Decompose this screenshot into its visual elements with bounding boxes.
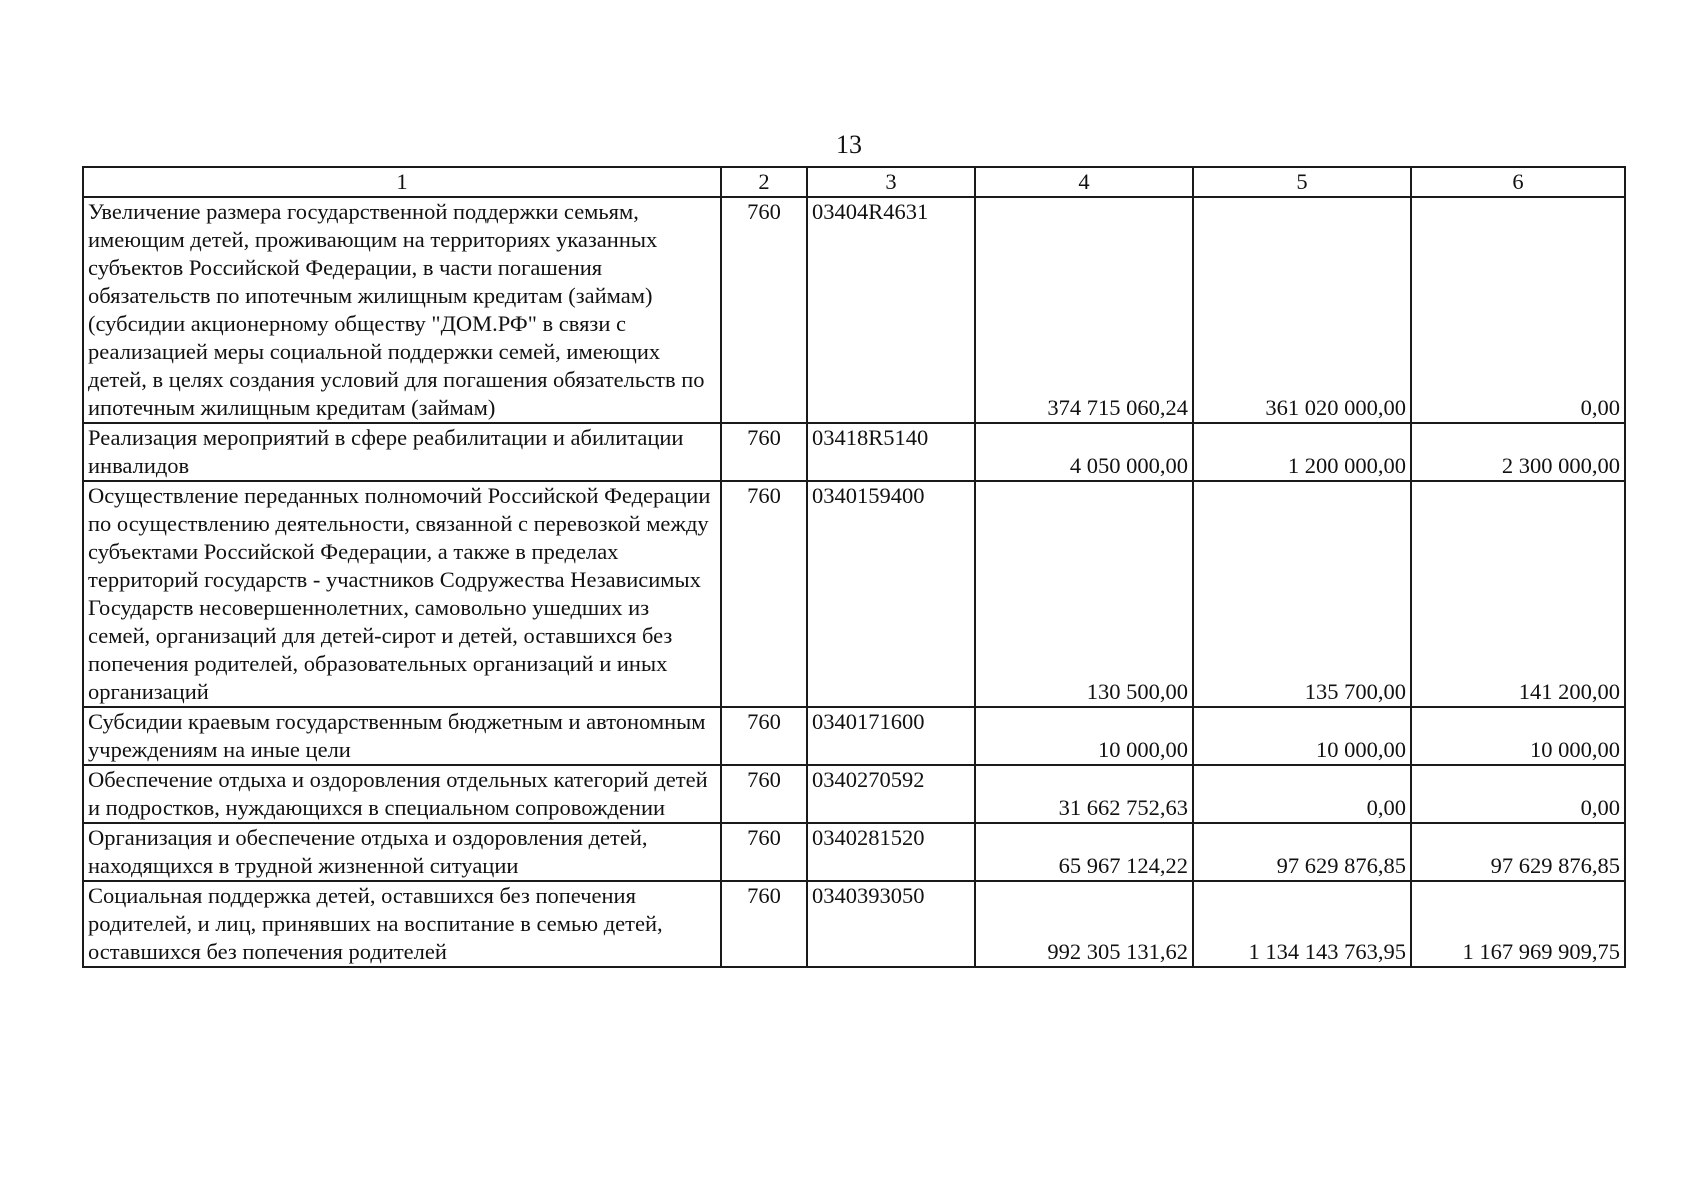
row-description: Субсидии краевым государственным бюджетным и автономным учреждениям на иные цели — [83, 707, 721, 765]
column-header-3: 3 — [807, 167, 975, 197]
row-value-col5: 10 000,00 — [1193, 707, 1411, 765]
row-description: Социальная поддержка детей, оставшихся без попечения родителей, и лиц, принявших на воспитание в семью детей, оставшихся без попечения родителей — [83, 881, 721, 967]
row-target-article: 0340270592 — [807, 765, 975, 823]
row-value-col4: 10 000,00 — [975, 707, 1193, 765]
row-value-col5: 135 700,00 — [1193, 481, 1411, 707]
row-code: 760 — [721, 423, 807, 481]
column-header-1: 1 — [83, 167, 721, 197]
row-value-col6: 10 000,00 — [1411, 707, 1625, 765]
row-value-col4: 992 305 131,62 — [975, 881, 1193, 967]
row-target-article: 0340281520 — [807, 823, 975, 881]
table-row — [83, 765, 1625, 823]
row-value-col6: 1 167 969 909,75 — [1411, 881, 1625, 967]
row-value-col6: 141 200,00 — [1411, 481, 1625, 707]
row-code: 760 — [721, 197, 807, 423]
row-value-col6: 2 300 000,00 — [1411, 423, 1625, 481]
row-target-article: 03404R4631 — [807, 197, 975, 423]
row-value-col5: 97 629 876,85 — [1193, 823, 1411, 881]
row-code: 760 — [721, 707, 807, 765]
row-code: 760 — [721, 765, 807, 823]
page-number: 13 — [836, 130, 862, 159]
row-description: Осуществление переданных полномочий Российской Федерации по осуществлению деятельности, связанной с перевозкой между субъектами Российской Федерации, а также в пределах территорий государств - участников Содружества Независимых Государств несовершеннолетних, самовольно ушедших из семей, организаций для детей-сирот и детей, оставшихся без попечения родителей, образовательных организаций и иных организаций — [83, 481, 721, 707]
row-value-col4: 31 662 752,63 — [975, 765, 1193, 823]
table-header-row — [83, 167, 1625, 197]
row-value-col4: 374 715 060,24 — [975, 197, 1193, 423]
row-description: Организация и обеспечение отдыха и оздоровления детей, находящихся в трудной жизненной ситуации — [83, 823, 721, 881]
row-code: 760 — [721, 823, 807, 881]
row-target-article: 0340159400 — [807, 481, 975, 707]
row-value-col5: 1 200 000,00 — [1193, 423, 1411, 481]
row-value-col6: 97 629 876,85 — [1411, 823, 1625, 881]
column-header-2: 2 — [721, 167, 807, 197]
row-value-col6: 0,00 — [1411, 765, 1625, 823]
table-row — [83, 481, 1625, 707]
row-value-col4: 130 500,00 — [975, 481, 1193, 707]
table-row — [83, 823, 1625, 881]
row-value-col5: 1 134 143 763,95 — [1193, 881, 1411, 967]
row-value-col5: 0,00 — [1193, 765, 1411, 823]
table-row — [83, 423, 1625, 481]
row-target-article: 0340171600 — [807, 707, 975, 765]
row-target-article: 0340393050 — [807, 881, 975, 967]
row-description: Реализация мероприятий в сфере реабилитации и абилитации инвалидов — [83, 423, 721, 481]
row-target-article: 03418R5140 — [807, 423, 975, 481]
column-header-6: 6 — [1411, 167, 1625, 197]
table-row — [83, 707, 1625, 765]
row-code: 760 — [721, 481, 807, 707]
row-code: 760 — [721, 881, 807, 967]
budget-table — [82, 166, 1626, 968]
row-description: Обеспечение отдыха и оздоровления отдельных категорий детей и подростков, нуждающихся в специальном сопровождении — [83, 765, 721, 823]
column-header-5: 5 — [1193, 167, 1411, 197]
table-row — [83, 881, 1625, 967]
row-value-col4: 65 967 124,22 — [975, 823, 1193, 881]
row-description: Увеличение размера государственной поддержки семьям, имеющим детей, проживающим на территориях указанных субъектов Российской Федерации, в части погашения обязательств по ипотечным жилищным кредитам (займам) (субсидии акционерному обществу "ДОМ.РФ" в связи с реализацией меры социальной поддержки семей, имеющих детей, в целях создания условий для погашения обязательств по ипотечным жилищным кредитам (займам) — [83, 197, 721, 423]
row-value-col6: 0,00 — [1411, 197, 1625, 423]
column-header-4: 4 — [975, 167, 1193, 197]
row-value-col5: 361 020 000,00 — [1193, 197, 1411, 423]
row-value-col4: 4 050 000,00 — [975, 423, 1193, 481]
table-row — [83, 197, 1625, 423]
